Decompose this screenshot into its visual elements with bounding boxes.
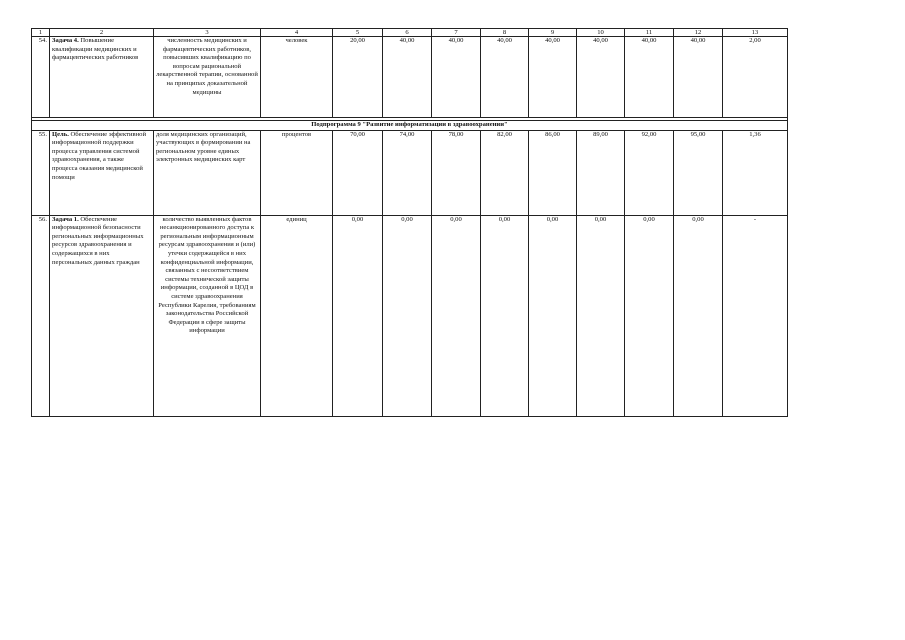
indicators-table bbox=[31, 28, 788, 417]
value-cell: 86,00 bbox=[529, 130, 577, 215]
value-cell: 40,00 bbox=[383, 37, 432, 118]
goal-task-cell bbox=[50, 37, 154, 118]
column-number: 7 bbox=[432, 29, 481, 37]
value-cell: 2,00 bbox=[723, 37, 788, 118]
value-cell: 95,00 bbox=[674, 130, 723, 215]
goal-task-cell bbox=[50, 215, 154, 416]
value-cell: 20,00 bbox=[333, 37, 383, 118]
column-number: 11 bbox=[625, 29, 674, 37]
column-number: 1 bbox=[32, 29, 50, 37]
table-row bbox=[32, 215, 788, 416]
unit-cell: человек bbox=[261, 37, 333, 118]
column-number: 4 bbox=[261, 29, 333, 37]
value-cell: 40,00 bbox=[577, 37, 625, 118]
column-number: 13 bbox=[723, 29, 788, 37]
column-number: 9 bbox=[529, 29, 577, 37]
column-number: 5 bbox=[333, 29, 383, 37]
value-cell: 0,00 bbox=[577, 215, 625, 416]
indicator-cell: количество выявленных фактов несанкционированного доступа к региональным информационным ресурсам здравоохранения и (или) утечки содержащейся в них конфиденциальной информации, связанных с несоответствием системы технической защиты информации, созданной в ЦОД в системе здравоохранения Республики Карелия, требованиям законодательства Российской Федерации в сфере защиты информации bbox=[154, 215, 261, 416]
column-number: 10 bbox=[577, 29, 625, 37]
value-cell: 0,00 bbox=[674, 215, 723, 416]
value-cell: 78,00 bbox=[432, 130, 481, 215]
row-number: 56. bbox=[32, 215, 50, 416]
value-cell: 0,00 bbox=[383, 215, 432, 416]
value-cell: 0,00 bbox=[481, 215, 529, 416]
table-row bbox=[32, 130, 788, 215]
value-cell: 70,00 bbox=[333, 130, 383, 215]
subprogram-row bbox=[32, 121, 788, 131]
value-cell: 40,00 bbox=[529, 37, 577, 118]
table-row bbox=[32, 37, 788, 118]
value-cell: - bbox=[723, 215, 788, 416]
row-number: 54. bbox=[32, 37, 50, 118]
goal-text: Обеспечение эффективной информационной поддержки процесса управления системой здравоохранения, а также процесса оказания медицинской помощи bbox=[52, 130, 146, 181]
task-label: Задача 1. bbox=[52, 215, 79, 223]
unit-cell: процентов bbox=[261, 130, 333, 215]
value-cell: 0,00 bbox=[333, 215, 383, 416]
value-cell: 74,00 bbox=[383, 130, 432, 215]
unit-cell: единиц bbox=[261, 215, 333, 416]
subprogram-title: Подпрограмма 9 "Развитие информатизации в здравоохранении" bbox=[32, 121, 788, 131]
column-number: 12 bbox=[674, 29, 723, 37]
row-number: 55. bbox=[32, 130, 50, 215]
value-cell: 40,00 bbox=[432, 37, 481, 118]
indicator-cell: доля медицинских организаций, участвующих в формировании на региональном уровне единых электронных медицинских карт bbox=[154, 130, 261, 215]
value-cell: 40,00 bbox=[625, 37, 674, 118]
value-cell: 0,00 bbox=[625, 215, 674, 416]
value-cell: 40,00 bbox=[674, 37, 723, 118]
value-cell: 82,00 bbox=[481, 130, 529, 215]
column-number: 3 bbox=[154, 29, 261, 37]
task-label: Задача 4. bbox=[52, 37, 79, 44]
column-number: 6 bbox=[383, 29, 432, 37]
column-number: 8 bbox=[481, 29, 529, 37]
value-cell: 40,00 bbox=[481, 37, 529, 118]
value-cell: 89,00 bbox=[577, 130, 625, 215]
task-text: Обеспечение информационной безопасности региональных информационных ресурсов здравоохранения и содержащихся в них персональных данных граждан bbox=[52, 215, 144, 266]
goal-label: Цель. bbox=[52, 130, 69, 138]
value-cell: 1,36 bbox=[723, 130, 788, 215]
task-text: Повышение квалификации медицинских и фармацевтических работников bbox=[52, 37, 139, 62]
value-cell: 0,00 bbox=[432, 215, 481, 416]
goal-task-cell bbox=[50, 130, 154, 215]
value-cell: 0,00 bbox=[529, 215, 577, 416]
indicator-cell: численность медицинских и фармацевтических работников, повысивших квалификацию по вопросам рациональной лекарственной терапии, основанной на принципах доказательной медицины bbox=[154, 37, 261, 118]
column-number: 2 bbox=[50, 29, 154, 37]
column-number-row bbox=[32, 29, 788, 37]
value-cell: 92,00 bbox=[625, 130, 674, 215]
